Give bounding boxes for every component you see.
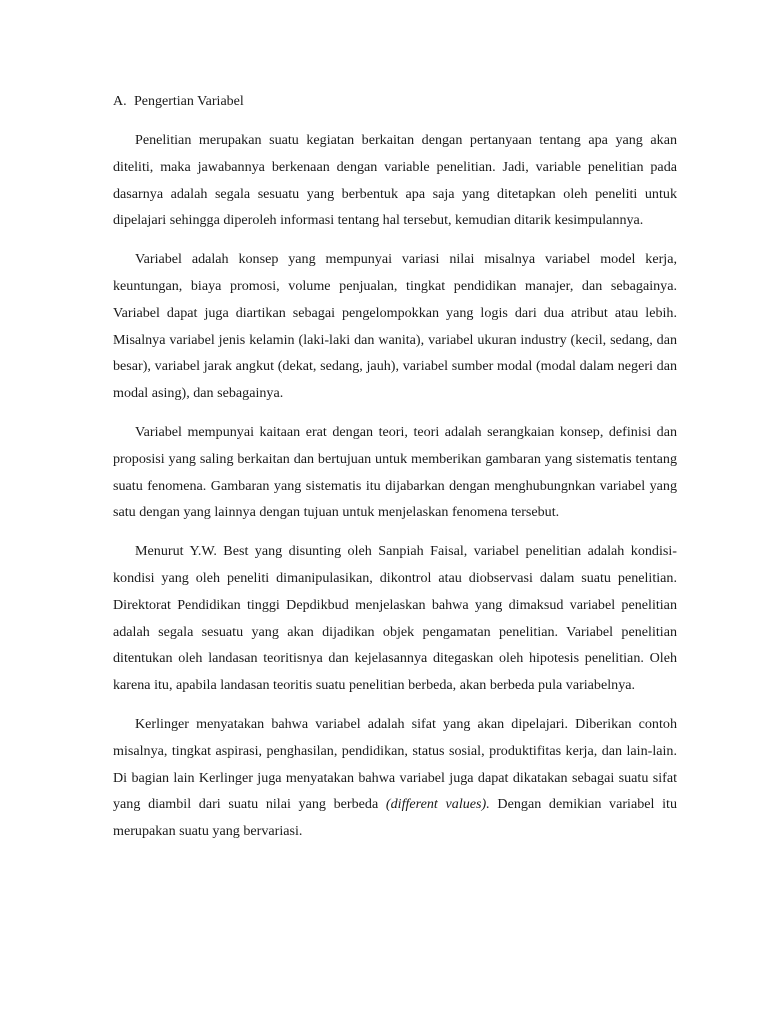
paragraph-1: Penelitian merupakan suatu kegiatan berkaitan dengan pertanyaan tentang apa yang akan diteliti, maka jawabannya berkenaan dengan variable penelitian. Jadi, variable penelitian pada dasarnya adalah segala sesuatu yang berbentuk apa saja yang ditetapkan oleh peneliti untuk dipelajari sehingga diperoleh informasi tentang hal tersebut, kemudian ditarik kesimpulannya. [113, 132, 677, 229]
paragraph-3: Variabel mempunyai kaitaan erat dengan teori, teori adalah serangkaian konsep, definisi dan proposisi yang saling berkaitan dan bertujuan untuk memberikan gambaran yang sistematis tentang suatu fenomena. Gambaran yang sistematis itu dijabarkan dengan menghubungnkan variabel yang satu dengan yang lainnya dengan tujuan untuk menjelaskan fenomena tersebut. [113, 423, 677, 521]
section-title: Pengertian Variabel [134, 94, 244, 109]
paragraph-2: Variabel adalah konsep yang mempunyai variasi nilai misalnya variabel model kerja, keuntungan, biaya promosi, volume penjualan, tingkat pendidikan manajer, dan sebagainya. Variabel dapat juga diartikan sebagai pengelompokkan yang logis dari dua atribut atau lebih. Misalnya variabel jenis kelamin (laki-laki dan wanita), variabel ukuran industry (kecil, sedang, dan besar), variabel jarak angkut (dekat, sedang, jauh), variabel sumber modal (modal dalam negeri dan modal asing), dan sebagainya. [113, 251, 677, 402]
document-page [113, 91, 677, 857]
paragraph-5-text-after: Dengan demikian variabel itu merupakan suatu yang bervariasi. [113, 796, 678, 840]
paragraph-5-text-before: Kerlinger menyatakan bahwa variabel adalah sifat yang akan dipelajari. Diberikan contoh misalnya, tingkat aspirasi, penghasilan, pendidikan, status sosial, produktifitas kerja, dan lain-lain. Di bagian lain Kerlinger juga menyatakan bahwa variabel juga dapat dikatakan sebagai suatu sifat yang diambil dari suatu nilai yang berbeda [113, 715, 677, 813]
section-number: A. [113, 94, 127, 109]
paragraph-4: Menurut Y.W. Best yang disunting oleh Sanpiah Faisal, variabel penelitian adalah kondisi-kondisi yang oleh peneliti dimanipulasikan, dikontrol atau diobservasi dalam suatu penelitian. Direktorat Pendidikan tinggi Depdikbud menjelaskan bahwa yang dimaksud variabel penelitian adalah segala sesuatu yang akan dijadikan objek pengamatan penelitian. Variabel penelitian ditentukan oleh landasan teoritisnya dan kejelasannya ditegaskan oleh hipotesis penelitian. Oleh karena itu, apabila landasan teoritis suatu penelitian berbeda, akan berbeda pula variabelnya. [113, 543, 677, 694]
paragraph-5-emphasis: (different values). [385, 796, 490, 813]
paragraph-5 [113, 711, 677, 845]
section-heading [113, 91, 677, 113]
